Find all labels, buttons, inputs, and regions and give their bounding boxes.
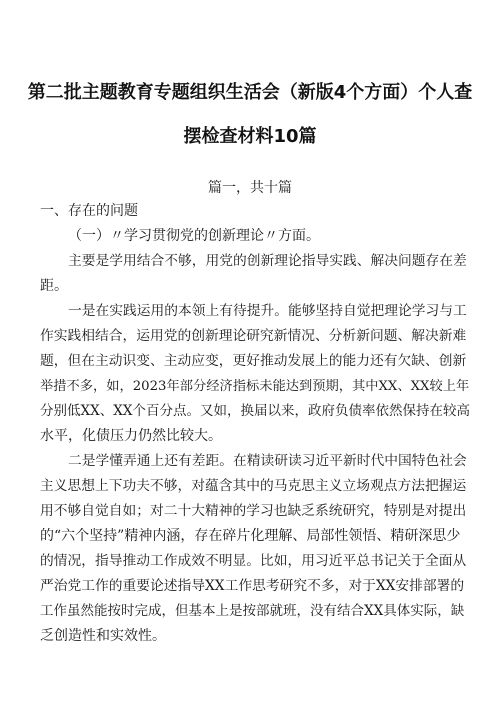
paragraph-3-line: 用不够自觉自如；对二十大精神的学习也缺乏系统研究，特别是对提出 — [40, 503, 467, 519]
paragraph-1-line: 主要是学用结合不够，用党的创新理论指导实践、解决问题存在差 — [68, 253, 467, 269]
paragraph-3-line: 主义思想上下功夫不够，对蕴含其中的马克思主义立场观点方法把握运 — [40, 478, 467, 494]
paragraph-3-line: 乏创造性和实效性。 — [40, 628, 166, 644]
paragraph-2-line: 一是在实践运用的本领上有待提升。能够坚持自觉把理论学习与工 — [68, 303, 467, 319]
paragraph-3-line: 二是学懂弄通上还有差距。在精读研读习近平新时代中国特色社会 — [68, 453, 467, 469]
document-title-line-1: 第二批主题教育专题组织生活会（新版4个方面）个人查 — [27, 82, 473, 103]
document-body — [40, 199, 470, 649]
paragraph-2-line: 举措不多，如，2023年部分经济指标未能达到预期，其中XX、XX较上年 — [40, 379, 470, 394]
paragraph-3-line: 的“六个坚持”精神内涵，存在碎片化理解、局部性领悟、精研深思少 — [40, 528, 461, 544]
paragraph-2-line: 分别低XX、XX个百分点。又如，换届以来，政府负债率依然保持在较高 — [40, 403, 470, 419]
document-subtitle: 篇一，共十篇 — [208, 180, 292, 196]
paragraph-1-line: 距。 — [40, 278, 68, 294]
subsection-heading: （一）〃学习贯彻党的创新理论〃方面。 — [68, 228, 320, 244]
document-title-line-2: 摆检查材料10篇 — [183, 126, 317, 147]
paragraph-3-line: 的情况，指导推动工作成效不明显。比如，用习近平总书记关于全面从 — [40, 553, 467, 569]
paragraph-2-line: 题，但在主动识变、主动应变，更好推动发展上的能力还有欠缺、创新 — [40, 353, 467, 369]
paragraph-3-line: 严治党工作的重要论述指导XX工作思考研究不多，对于XX安排部署的 — [40, 578, 465, 594]
paragraph-2-line: 水平，化债压力仍然比较大。 — [40, 428, 222, 444]
paragraph-2-line: 作实践相结合，运用党的创新理论研究新情况、分析新问题、解决新难 — [40, 328, 467, 344]
paragraph-3-line: 工作虽然能按时完成，但基本上是按部就班，没有结合XX具体实际，缺 — [40, 603, 465, 619]
section-heading: 一、存在的问题 — [40, 203, 138, 219]
